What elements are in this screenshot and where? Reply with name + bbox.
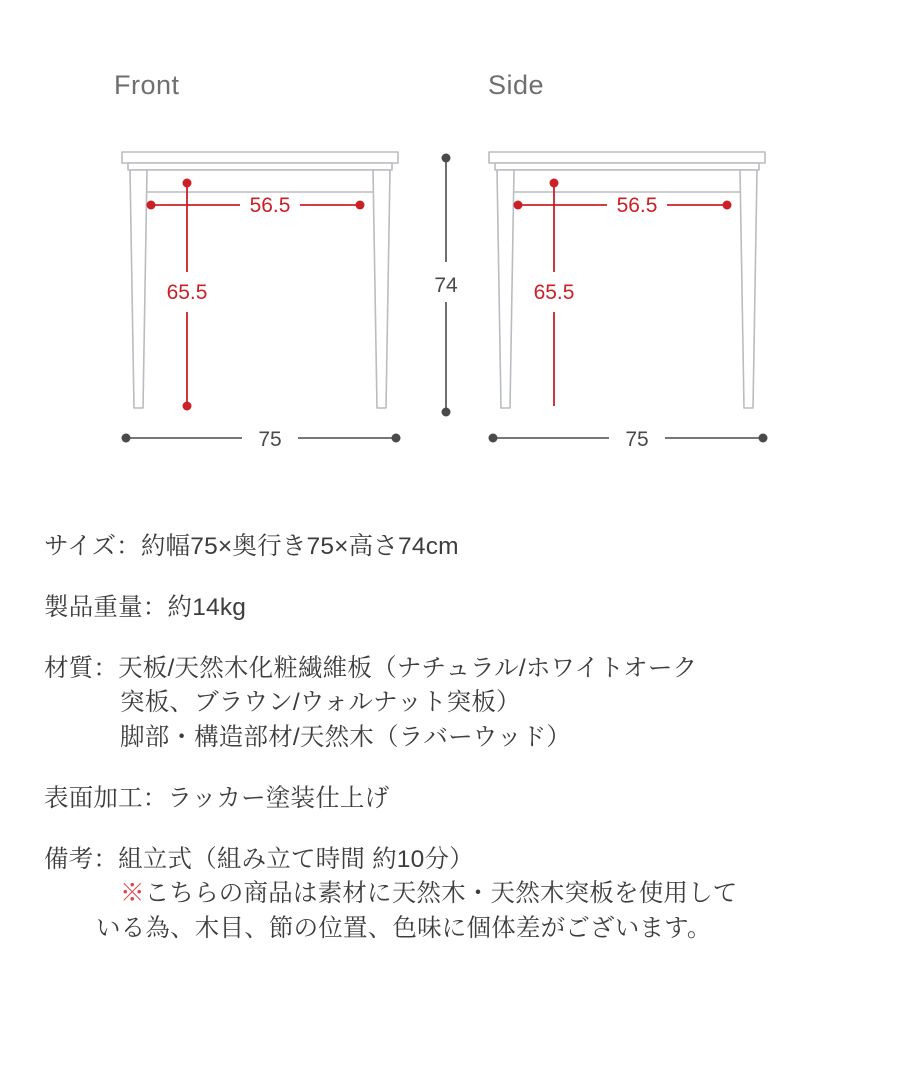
side-width-56-5: 56.5 — [616, 194, 658, 217]
side-view-table — [489, 152, 765, 408]
spec-remarks-line-2: ※こちらの商品は素材に天然木・天然木突板を使用して — [120, 880, 738, 908]
spec-list — [44, 530, 864, 973]
spec-remarks-line-1: 備考：組立式（組み立て時間 約10分） — [44, 845, 474, 873]
dimension-diagram — [0, 0, 897, 500]
spec-material-line-2: 突板、ブラウン/ウォルナット突板） — [120, 689, 521, 717]
side-height-65-5: 65.5 — [533, 281, 575, 304]
spec-material-line-1: 材質：天板/天然木化粧繊維板（ナチュラル/ホワイトオーク — [44, 654, 698, 682]
spec-remarks — [44, 843, 864, 947]
spec-weight-line-1: 製品重量：約14kg — [44, 593, 247, 621]
view-label-side: Side — [488, 70, 545, 100]
spec-size — [44, 530, 864, 565]
spec-material-line-3: 脚部・構造部材/天然木（ラバーウッド） — [120, 724, 572, 752]
spec-finish — [44, 782, 864, 817]
front-total-width-75: 75 — [258, 428, 282, 451]
side-total-width-75: 75 — [625, 428, 649, 451]
front-view-table — [122, 152, 398, 408]
spec-weight — [44, 591, 864, 626]
total-height-74: 74 — [434, 274, 458, 297]
spec-remarks-line-3: いる為、木目、節の位置、色味に個体差がございます。 — [96, 915, 712, 943]
front-height-65-5: 65.5 — [166, 281, 208, 304]
spec-size-line-1: サイズ：約幅75×奥行き75×高さ74cm — [44, 533, 459, 560]
table-drawings — [0, 0, 897, 500]
spec-material — [44, 652, 864, 756]
front-width-56-5: 56.5 — [249, 194, 291, 217]
spec-finish-line-1: 表面加工：ラッカー塗装仕上げ — [44, 784, 390, 812]
view-label-front: Front — [114, 70, 180, 100]
